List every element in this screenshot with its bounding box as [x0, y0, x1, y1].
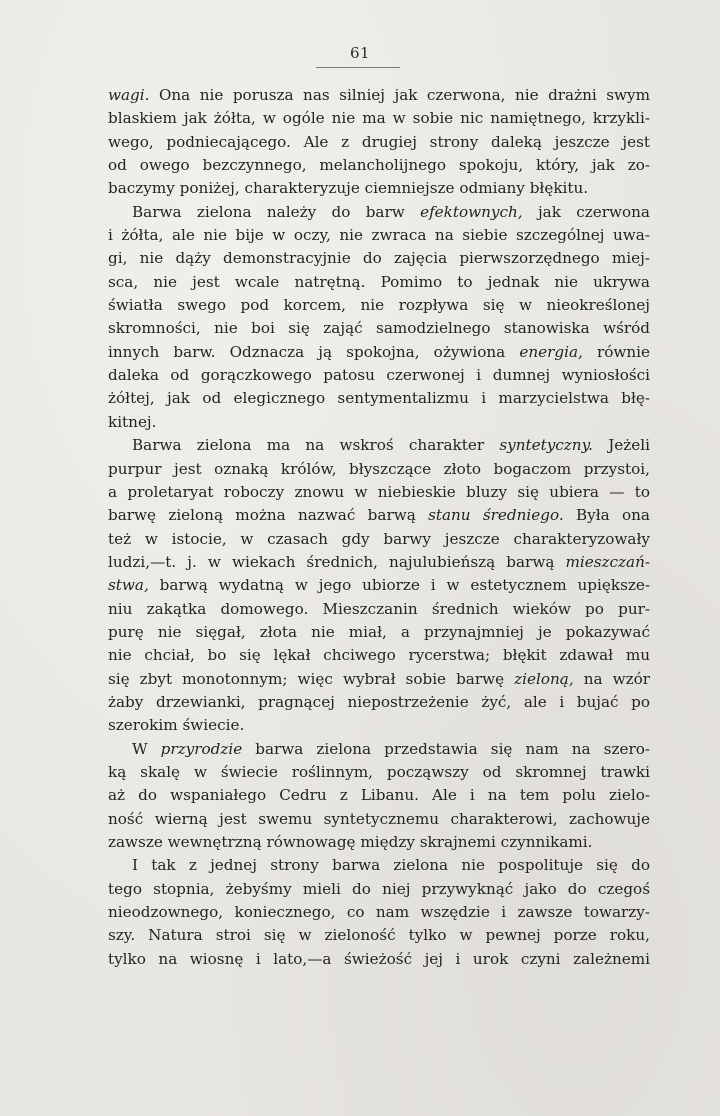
text-line: purę nie sięgał, złota nie miał, a przynajmniej je pokazywać	[108, 622, 650, 641]
text-line: się zbyt monotonnym; więc wybrał sobie barwę zieloną, na wzór	[108, 669, 650, 688]
text-line: tylko na wiosnę i lato,—a świeżość jej i urok czyni zależnemi	[108, 949, 650, 968]
text-line: ność wierną jest swemu syntetycznemu charakterowi, zachowuje	[108, 809, 650, 828]
text-line: barwę zieloną można nazwać barwą stanu średniego. Była ona	[108, 506, 650, 525]
text-line: W przyrodzie barwa zielona przedstawia się nam na szero-	[132, 739, 650, 758]
text-line: ludzi,—t. j. w wiekach średnich, najulubieńszą barwą mieszczań-	[108, 552, 650, 571]
text-line: purpur jest oznaką królów, błyszczące złoto bogaczom przystoi,	[108, 459, 650, 478]
text-line: niu zakątka domowego. Mieszczanin średnich wieków po pur-	[108, 599, 650, 618]
text-line: i żółta, ale nie bije w oczy, nie zwraca na siebie szczególnej uwa-	[108, 226, 650, 245]
text-line: gi, nie dąży demonstracyjnie do zajęcia pierwszorzędnego miej-	[108, 249, 650, 268]
text-line: daleka od gorączkowego patosu czerwonej i dumnej wyniosłości	[108, 366, 650, 385]
text-line: aż do wspaniałego Cedru z Libanu. Ale i na tem polu zielo-	[108, 786, 650, 805]
text-line: szy. Natura stroi się w zieloność tylko w pewnej porze roku,	[108, 926, 650, 945]
text-line: światła swego pod korcem, nie rozpływa się w nieokreślonej	[108, 296, 650, 315]
text-line: skromności, nie boi się zająć samodzielnego stanowiska wśród	[108, 319, 650, 338]
text-line: stwa, barwą wydatną w jego ubiorze i w estetycznem upiększe-	[108, 576, 650, 595]
text-line: Barwa zielona należy do barw efektownych, jak czerwona	[132, 202, 650, 221]
text-line: nieodzownego, koniecznego, co nam wszędzie i zawsze towarzy-	[108, 903, 650, 922]
text-line: nie chciał, bo się lękał chciwego rycerstwa; błękit zdawał mu	[108, 646, 650, 665]
text-line: innych barw. Odznacza ją spokojna, ożywiona energia, równie	[108, 342, 651, 361]
text-line: baczymy poniżej, charakteryzuje ciemniejsze odmiany błękitu.	[108, 179, 589, 198]
text-line: tego stopnia, żebyśmy mieli do niej przywyknąć jako do czegoś	[108, 879, 650, 898]
text-line: wego, podniecającego. Ale z drugiej strony daleką jeszcze jest	[108, 132, 650, 151]
text-line: od owego bezczynnego, melancholijnego spokoju, który, jak zo-	[108, 156, 650, 175]
text-line: ką skalę w świecie roślinnym, począwszy od skromnej trawki	[108, 762, 650, 781]
text-line: Barwa zielona ma na wskroś charakter syntetyczny. Jeżeli	[132, 436, 650, 455]
text-line: kitnej.	[108, 412, 157, 431]
text-line: sca, nie jest wcale natrętną. Pomimo to jednak nie ukrywa	[108, 272, 650, 291]
text-line: żaby drzewianki, pragnącej niepostrzeżenie żyć, ale i bujać po	[108, 692, 650, 711]
page-number-rule	[316, 67, 400, 68]
page-number: 61	[349, 44, 371, 62]
body-text	[108, 84, 650, 971]
text-line: blaskiem jak żółta, w ogóle nie ma w sobie nic namiętnego, krzykli-	[108, 109, 650, 128]
text-line: a proletaryat roboczy znowu w niebieskie bluzy się ubiera — to	[108, 482, 650, 501]
text-line: zawsze wewnętrzną równowagę między skrajnemi czynnikami.	[108, 833, 593, 851]
text-line: I tak z jednej strony barwa zielona nie pospolituje się do	[132, 856, 650, 875]
text-line: wagi. Ona nie porusza nas silniej jak czerwona, nie drażni swym	[108, 86, 650, 104]
text-line: też w istocie, w czasach gdy barwy jeszcze charakteryzowały	[108, 529, 650, 548]
text-line: szerokim świecie.	[108, 716, 245, 735]
text-line: żółtej, jak od elegicznego sentymentalizmu i marzycielstwa błę-	[108, 389, 650, 408]
